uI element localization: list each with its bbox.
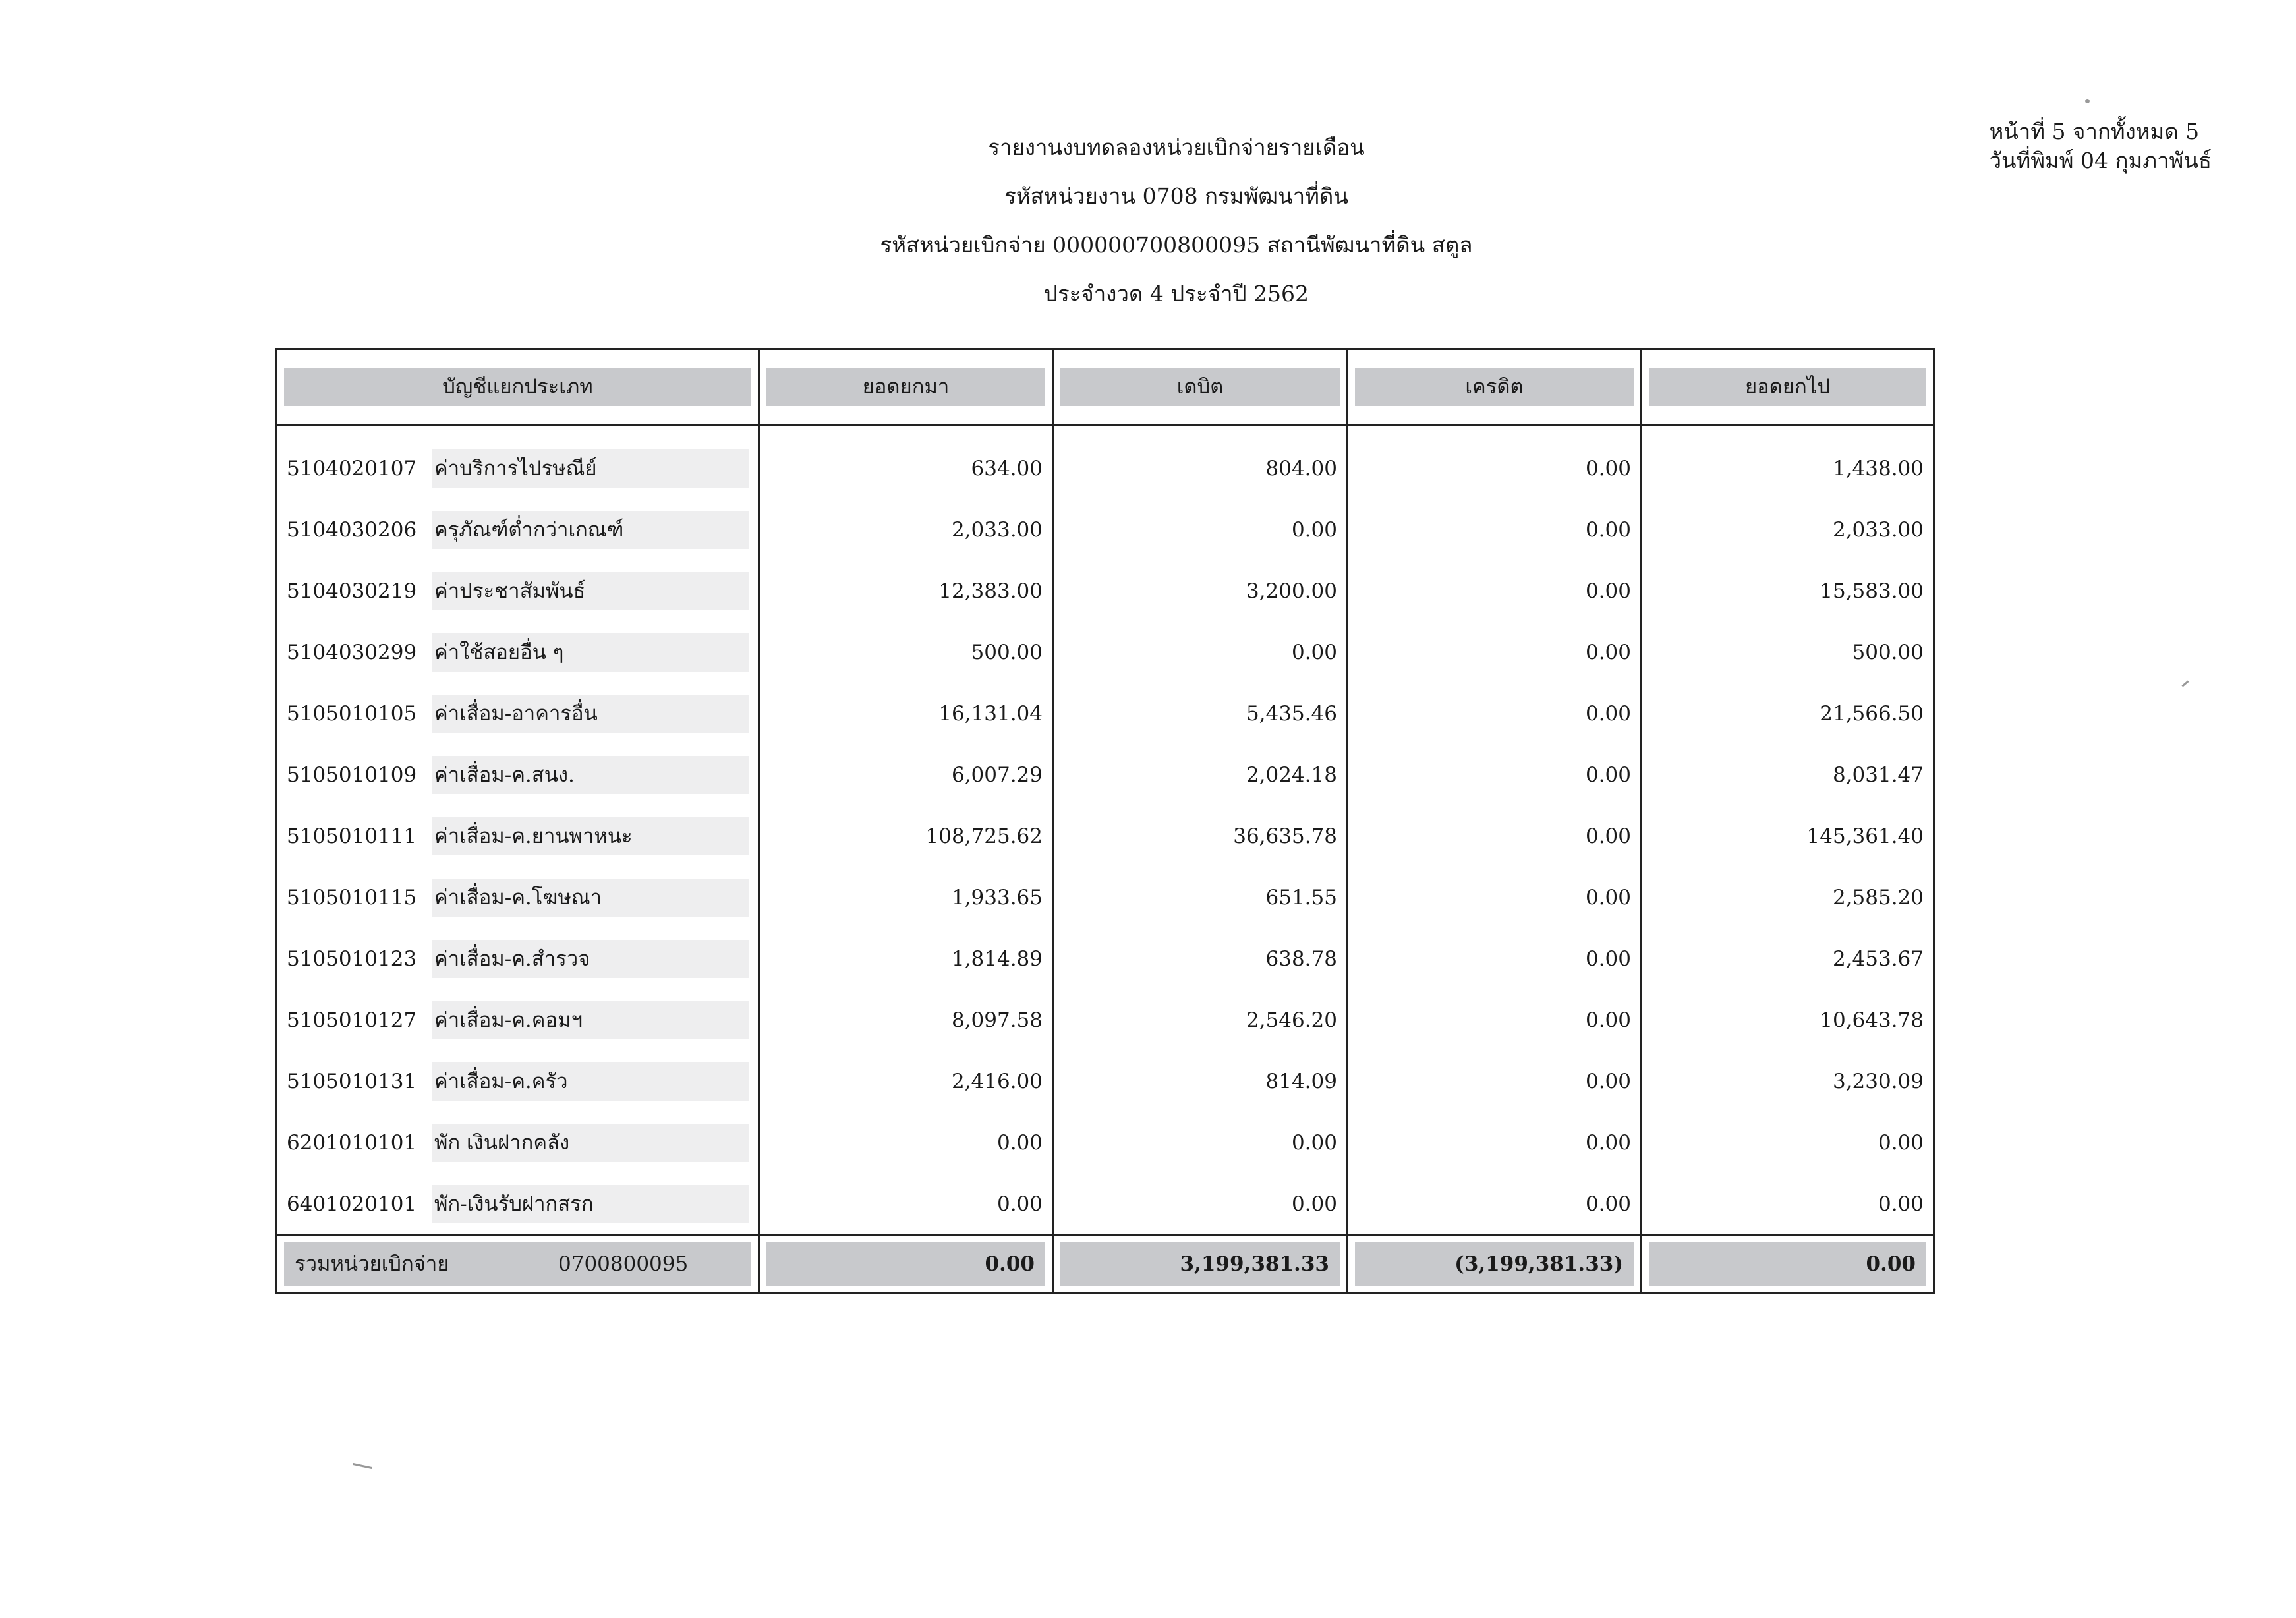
account-name: ครุภัณฑ์ต่ำกว่าเกณฑ์ [432, 511, 749, 549]
carried-forward-cell: 3,230.09 [1642, 1051, 1934, 1112]
table-row [277, 744, 1934, 805]
table-row [277, 928, 1934, 989]
debit-cell: 0.00 [1053, 1112, 1348, 1173]
account-name: ค่าเสื่อม-ค.ครัว [432, 1062, 749, 1101]
disbursement-unit: รหัสหน่วยเบิกจ่าย 000000700800095 สถานีพัฒนาที่ดิน สตูล [880, 232, 1473, 258]
header-credit: เครดิต [1348, 349, 1642, 425]
total-label-cell [277, 1236, 759, 1293]
table-row [277, 1112, 1934, 1173]
account-name: ค่าใช้สอยอื่น ๆ [432, 633, 749, 672]
account-cell [277, 744, 759, 805]
debit-cell: 0.00 [1053, 621, 1348, 683]
carried-forward-cell: 0.00 [1642, 1173, 1934, 1236]
account-code: 5104030219 [287, 579, 417, 603]
brought-forward-cell: 16,131.04 [759, 683, 1053, 744]
credit-cell: 0.00 [1348, 928, 1642, 989]
brought-forward-cell: 1,933.65 [759, 867, 1053, 928]
account-code: 5105010127 [287, 1008, 417, 1032]
account-cell [277, 1112, 759, 1173]
account-cell [277, 928, 759, 989]
credit-cell: 0.00 [1348, 744, 1642, 805]
brought-forward-cell: 8,097.58 [759, 989, 1053, 1051]
account-cell [277, 425, 759, 500]
debit-cell: 0.00 [1053, 499, 1348, 560]
credit-cell: 0.00 [1348, 1112, 1642, 1173]
carried-forward-cell: 21,566.50 [1642, 683, 1934, 744]
account-code: 5104030206 [287, 517, 417, 542]
account-cell [277, 867, 759, 928]
account-name: ค่าเสื่อม-ค.สนง. [432, 756, 749, 794]
account-name: พัก-เงินรับฝากสรก [432, 1185, 749, 1223]
brought-forward-cell: 2,416.00 [759, 1051, 1053, 1112]
table-row [277, 867, 1934, 928]
brought-forward-cell: 0.00 [759, 1173, 1053, 1236]
debit-cell: 36,635.78 [1053, 805, 1348, 867]
table-row [277, 989, 1934, 1051]
brought-forward-cell: 108,725.62 [759, 805, 1053, 867]
table-row [277, 1173, 1934, 1236]
debit-cell: 0.00 [1053, 1173, 1348, 1236]
credit-cell: 0.00 [1348, 621, 1642, 683]
header-brought-forward: ยอดยกมา [759, 349, 1053, 425]
debit-cell: 2,024.18 [1053, 744, 1348, 805]
debit-cell: 638.78 [1053, 928, 1348, 989]
carried-forward-cell: 2,585.20 [1642, 867, 1934, 928]
account-cell [277, 1051, 759, 1112]
brought-forward-cell: 2,033.00 [759, 499, 1053, 560]
account-name: ค่าประชาสัมพันธ์ [432, 572, 749, 610]
brought-forward-cell: 0.00 [759, 1112, 1053, 1173]
carried-forward-cell: 10,643.78 [1642, 989, 1934, 1051]
total-unit-code: 0700800095 [558, 1252, 689, 1276]
account-name: ค่าบริการไปรษณีย์ [432, 449, 749, 488]
debit-cell: 2,546.20 [1053, 989, 1348, 1051]
account-code: 5105010111 [287, 824, 417, 848]
account-code: 5105010123 [287, 946, 417, 971]
account-code: 5105010105 [287, 701, 417, 726]
page-number: หน้าที่ 5 จากทั้งหมด 5 [1989, 119, 2200, 144]
table-row [277, 425, 1934, 500]
account-cell [277, 989, 759, 1051]
scan-speck [2085, 99, 2090, 103]
table-row [277, 560, 1934, 621]
debit-cell: 804.00 [1053, 425, 1348, 500]
total-label: รวมหน่วยเบิกจ่าย [295, 1252, 449, 1276]
print-date: วันที่พิมพ์ 04 กุมภาพันธ์ [1989, 148, 2212, 173]
brought-forward-cell: 634.00 [759, 425, 1053, 500]
table-row [277, 683, 1934, 744]
credit-cell: 0.00 [1348, 560, 1642, 621]
carried-forward-cell: 2,033.00 [1642, 499, 1934, 560]
header-carried-forward: ยอดยกไป [1642, 349, 1934, 425]
brought-forward-cell: 6,007.29 [759, 744, 1053, 805]
debit-cell: 3,200.00 [1053, 560, 1348, 621]
period: ประจำงวด 4 ประจำปี 2562 [1044, 281, 1309, 306]
account-name: ค่าเสื่อม-ค.ยานพาหนะ [432, 817, 749, 855]
account-code: 5105010131 [287, 1069, 417, 1093]
total-carried-forward: 0.00 [1642, 1236, 1934, 1293]
table-row [277, 1051, 1934, 1112]
account-name: พัก เงินฝากคลัง [432, 1124, 749, 1162]
total-debit: 3,199,381.33 [1053, 1236, 1348, 1293]
header-row [277, 349, 1934, 425]
account-code: 5105010115 [287, 885, 417, 910]
account-code: 5104030299 [287, 640, 417, 664]
account-name: ค่าเสื่อม-ค.สำรวจ [432, 940, 749, 978]
carried-forward-cell: 2,453.67 [1642, 928, 1934, 989]
carried-forward-cell: 500.00 [1642, 621, 1934, 683]
credit-cell: 0.00 [1348, 1173, 1642, 1236]
account-name: ค่าเสื่อม-ค.คอมฯ [432, 1001, 749, 1039]
account-code: 6401020101 [287, 1192, 417, 1216]
account-cell [277, 805, 759, 867]
account-name: ค่าเสื่อม-ค.โฆษณา [432, 879, 749, 917]
credit-cell: 0.00 [1348, 683, 1642, 744]
debit-cell: 814.09 [1053, 1051, 1348, 1112]
carried-forward-cell: 0.00 [1642, 1112, 1934, 1173]
trial-balance-table [275, 348, 1935, 1294]
table-row [277, 621, 1934, 683]
account-cell [277, 1173, 759, 1236]
debit-cell: 5,435.46 [1053, 683, 1348, 744]
total-brought-forward: 0.00 [759, 1236, 1053, 1293]
account-code: 5104020107 [287, 456, 417, 480]
report-title: รายงานงบทดลองหน่วยเบิกจ่ายรายเดือน [988, 134, 1365, 160]
account-cell [277, 560, 759, 621]
scan-speck [2181, 680, 2189, 687]
credit-cell: 0.00 [1348, 1051, 1642, 1112]
carried-forward-cell: 8,031.47 [1642, 744, 1934, 805]
table-row [277, 499, 1934, 560]
account-cell [277, 683, 759, 744]
carried-forward-cell: 15,583.00 [1642, 560, 1934, 621]
carried-forward-cell: 1,438.00 [1642, 425, 1934, 500]
account-name: ค่าเสื่อม-อาคารอื่น [432, 695, 749, 733]
account-cell [277, 499, 759, 560]
agency-code: รหัสหน่วยงาน 0708 กรมพัฒนาที่ดิน [1004, 183, 1348, 209]
credit-cell: 0.00 [1348, 499, 1642, 560]
account-code: 6201010101 [287, 1130, 417, 1155]
report-titles [0, 129, 2296, 324]
brought-forward-cell: 12,383.00 [759, 560, 1053, 621]
brought-forward-cell: 1,814.89 [759, 928, 1053, 989]
credit-cell: 0.00 [1348, 425, 1642, 500]
total-row [277, 1236, 1934, 1293]
credit-cell: 0.00 [1348, 805, 1642, 867]
account-code: 5105010109 [287, 763, 417, 787]
header-debit: เดบิต [1053, 349, 1348, 425]
debit-cell: 651.55 [1053, 867, 1348, 928]
total-credit: (3,199,381.33) [1348, 1236, 1642, 1293]
header-account: บัญชีแยกประเภท [277, 349, 759, 425]
credit-cell: 0.00 [1348, 867, 1642, 928]
brought-forward-cell: 500.00 [759, 621, 1053, 683]
scan-speck [353, 1463, 372, 1469]
credit-cell: 0.00 [1348, 989, 1642, 1051]
carried-forward-cell: 145,361.40 [1642, 805, 1934, 867]
account-cell [277, 621, 759, 683]
table-row [277, 805, 1934, 867]
